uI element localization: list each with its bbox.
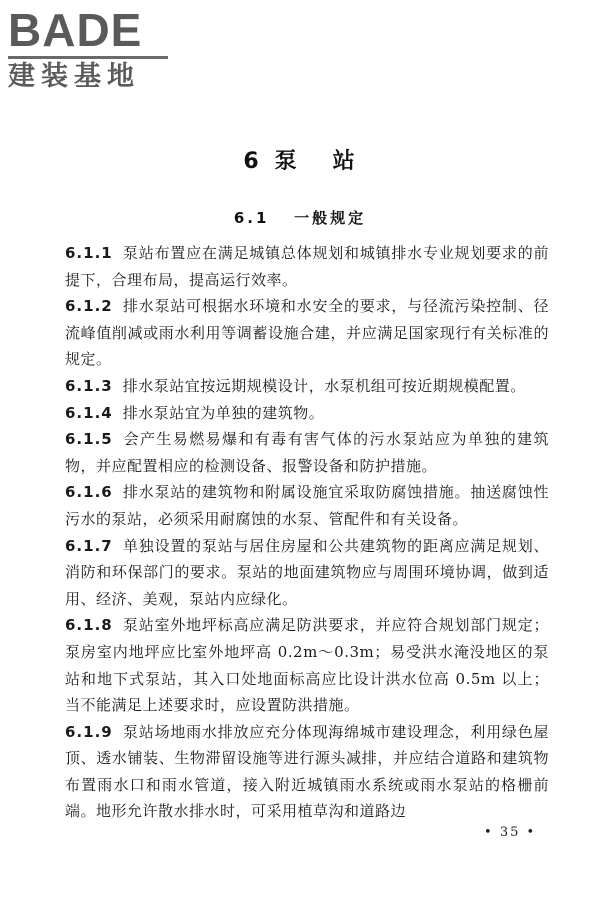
clause-number: 6.1.8 xyxy=(65,616,113,635)
section-title xyxy=(0,207,600,228)
clause-number: 6.1.9 xyxy=(65,722,113,741)
clause-number: 6.1.7 xyxy=(65,536,113,555)
clause xyxy=(65,426,549,479)
clause xyxy=(65,400,549,427)
clauses-body xyxy=(65,240,549,825)
clause-number: 6.1.5 xyxy=(65,430,113,449)
section-number: 6.1 xyxy=(233,209,270,227)
clause-number: 6.1.6 xyxy=(65,483,113,502)
page-number-value: 35 xyxy=(499,825,521,840)
clause-text: 会产生易燃易爆和有毒有害气体的污水泵站应为单独的建筑物，并应配置相应的检测设备、报警设备和防护措施。 xyxy=(65,430,549,475)
clause-text: 泵站室外地坪标高应满足防洪要求，并应符合规划部门规定；泵房室内地坪应比室外地坪高 0.2m～0.3m；易受洪水淹没地区的泵站和地下式泵站，其入口处地面标高应比设计洪水位高 0.5m 以上；当不能满足上述要求时，应设置防洪措施。 xyxy=(65,616,549,715)
clause-text: 排水泵站宜按远期规模设计，水泵机组可按近期规模配置。 xyxy=(122,376,526,395)
clause xyxy=(65,533,549,613)
clause-text: 排水泵站的建筑物和附属设施宜采取防腐蚀措施。抽送腐蚀性污水的泵站，必须采用耐腐蚀的水泵、管配件和有关设备。 xyxy=(65,483,549,528)
logo-subtitle: 建装基地 xyxy=(8,61,140,92)
chapter-title-part2: 站 xyxy=(332,149,357,174)
bade-logo xyxy=(8,6,178,92)
logo-wordmark: BADE xyxy=(8,4,143,56)
clause xyxy=(65,479,549,532)
clause xyxy=(65,240,549,293)
clause-text: 泵站场地雨水排放应充分体现海绵城市建设理念，利用绿色屋顶、透水铺装、生物滞留设施等进行源头减排，并应结合道路和建筑物布置雨水口和雨水管道，接入附近城镇雨水系统或雨水泵站的格栅前端。地形允许散水排水时，可采用植草沟和道路边 xyxy=(65,722,549,821)
clause-number: 6.1.3 xyxy=(65,376,113,395)
clause xyxy=(65,719,549,825)
clause-text: 泵站布置应在满足城镇总体规划和城镇排水专业规划要求的前提下，合理布局，提高运行效率。 xyxy=(65,244,549,289)
clause-text: 单独设置的泵站与居住房屋和公共建筑物的距离应满足规划、消防和环保部门的要求。泵站的地面建筑物应与周围环境协调，做到适用、经济、美观，泵站内应绿化。 xyxy=(65,536,549,608)
clause xyxy=(65,293,549,373)
clause-number: 6.1.2 xyxy=(65,297,113,316)
clause-number: 6.1.4 xyxy=(65,403,113,422)
clause xyxy=(65,612,549,718)
chapter-title xyxy=(0,144,600,175)
page-number: • 35 • xyxy=(484,825,537,840)
chapter-title-part1: 泵 xyxy=(274,149,299,174)
clause xyxy=(65,373,549,400)
clause-text: 排水泵站宜为单独的建筑物。 xyxy=(122,403,325,422)
clause-text: 排水泵站可根据水环境和水安全的要求，与径流污染控制、径流峰值削减或雨水利用等调蓄设施合建，并应满足国家现行有关标准的规定。 xyxy=(65,297,549,369)
clause-number: 6.1.1 xyxy=(65,244,113,262)
section-heading: 一般规定 xyxy=(294,209,367,227)
logo-divider xyxy=(8,56,168,59)
chapter-number: 6 xyxy=(243,149,261,174)
